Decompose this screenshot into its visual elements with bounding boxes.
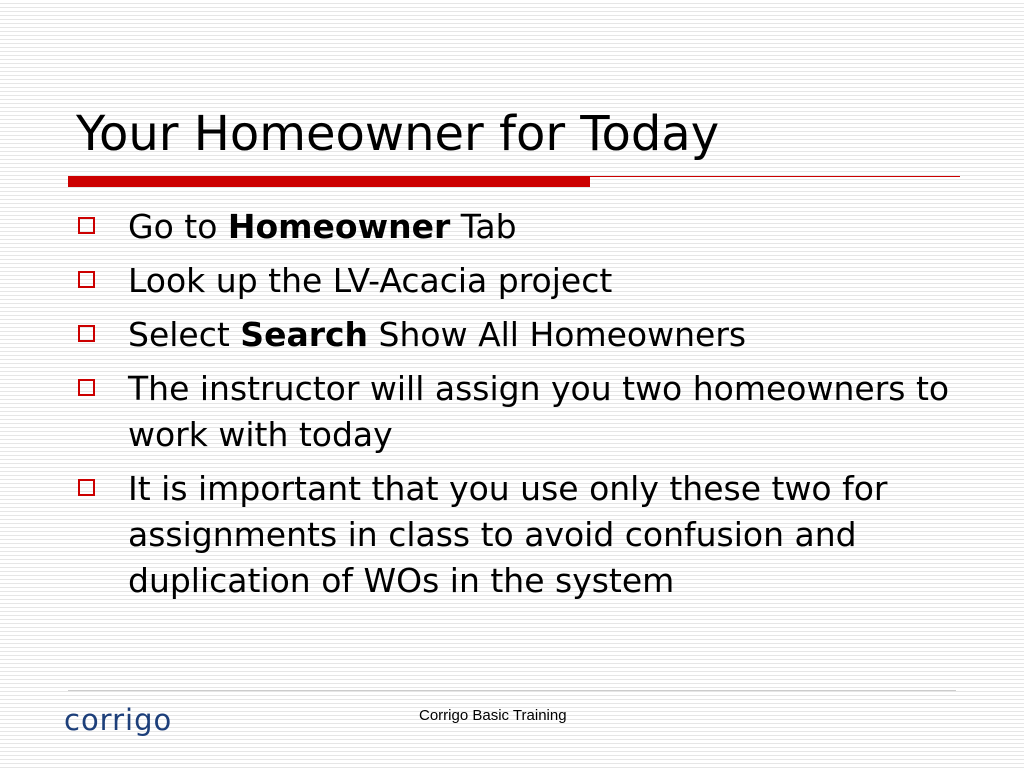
bullet-text-prefix: The instructor will assign you two homeowners to work with today xyxy=(128,369,950,454)
hollow-square-bullet-icon xyxy=(78,217,95,234)
bullet-text-suffix: Tab xyxy=(450,207,517,246)
bullet-text-prefix: Select xyxy=(128,315,241,354)
corrigo-logo: corrigo xyxy=(64,703,173,737)
bullet-text-prefix: Go to xyxy=(128,207,228,246)
bullet-text-prefix: It is important that you use only these two for assignments in class to avoid confusion and duplication of WOs in the system xyxy=(128,469,888,600)
slide-title: Your Homeowner for Today xyxy=(76,106,720,162)
bullet-text-prefix: Look up the LV-Acacia project xyxy=(128,261,613,300)
footer-caption: Corrigo Basic Training xyxy=(419,707,567,724)
bullet-item-important-note xyxy=(76,466,956,604)
bullet-list xyxy=(76,204,956,612)
bullet-item-instructor-assign xyxy=(76,366,956,458)
hollow-square-bullet-icon xyxy=(78,271,95,288)
footer-divider xyxy=(68,690,956,691)
bullet-text-bold: Homeowner xyxy=(227,207,451,246)
hollow-square-bullet-icon xyxy=(78,379,95,396)
bullet-item-go-to-homeowner-tab xyxy=(76,204,956,250)
title-underline-thin xyxy=(590,176,960,177)
bullet-item-select-search xyxy=(76,312,956,358)
bullet-text-bold: Search xyxy=(240,315,369,354)
hollow-square-bullet-icon xyxy=(78,325,95,342)
hollow-square-bullet-icon xyxy=(78,479,95,496)
bullet-text-suffix: Show All Homeowners xyxy=(368,315,747,354)
bullet-item-look-up-project xyxy=(76,258,956,304)
title-underline-thick xyxy=(68,176,590,187)
